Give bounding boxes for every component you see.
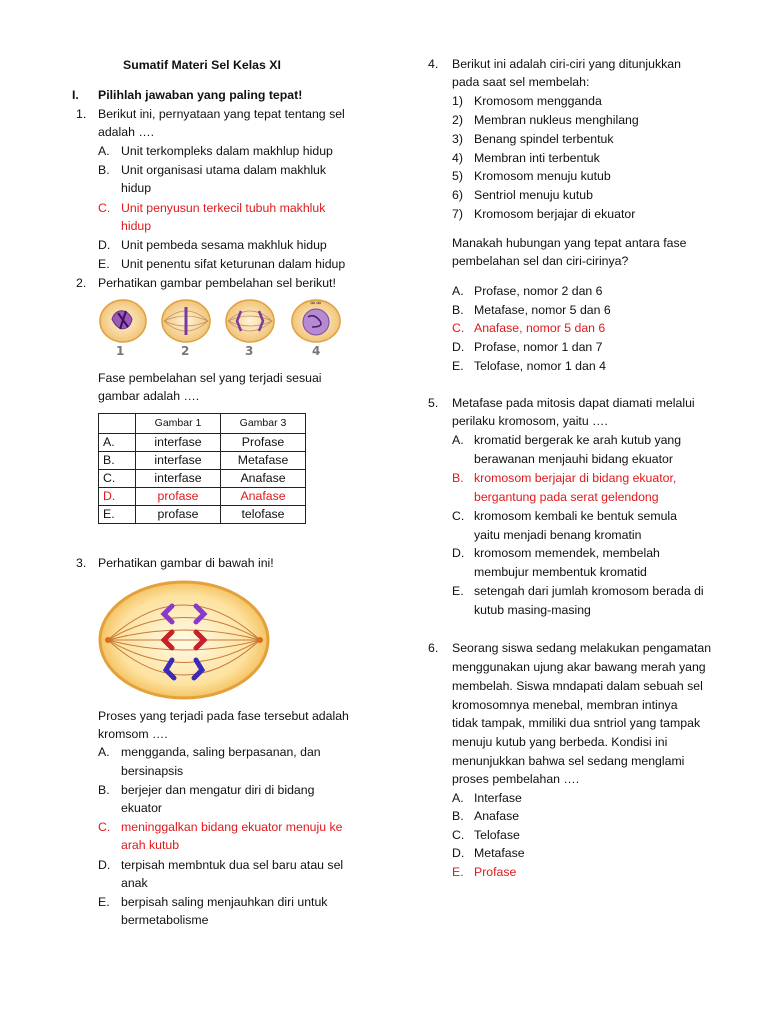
- table-cell: telofase: [221, 506, 306, 524]
- q1-option-key: B.: [98, 163, 110, 177]
- q3-option-e: berpisah saling menjauhkan diri untuk: [121, 895, 328, 909]
- q2-after-line: gambar adalah ….: [98, 389, 200, 403]
- q4-item-key: 7): [452, 207, 463, 221]
- table-cell: Anafase: [221, 470, 306, 488]
- svg-text:∞∞: ∞∞: [310, 299, 322, 307]
- q1-number: 1.: [76, 107, 87, 121]
- q1-option-key: A.: [98, 144, 110, 158]
- table-cell: interfase: [136, 470, 221, 488]
- q6-line: tidak tampak, mmiliki dua sntriol yang tampak: [452, 716, 701, 730]
- q1-option-key: E.: [98, 257, 110, 271]
- q1-option-c-answer: Unit penyusun terkecil tubuh makhluk: [121, 201, 326, 215]
- q6-line: menuju kutub yang berbeda. Kondisi ini: [452, 735, 668, 749]
- q1-option-key: C.: [98, 201, 111, 215]
- q6-option-c: Telofase: [474, 828, 520, 842]
- q4-item-key: 3): [452, 132, 463, 146]
- table-cell: profase: [136, 488, 221, 506]
- q5-option-e: kutub masing-masing: [474, 603, 591, 617]
- table-header-cell: Gambar 1: [136, 414, 221, 434]
- q5-option-e: setengah dari jumlah kromosom berada di: [474, 584, 704, 598]
- q1-option-a: Unit terkompleks dalam makhlup hidup: [121, 144, 333, 158]
- table-row: [99, 470, 306, 488]
- q6-line: membelah. Siswa mndapati dalam sebuah sel: [452, 679, 703, 693]
- q4-item: Membran nukleus menghilang: [474, 113, 639, 127]
- q5-option-d: membujur membentuk kromatid: [474, 565, 647, 579]
- q6-option-a: Interfase: [474, 791, 522, 805]
- q6-option-key: C.: [452, 828, 465, 842]
- q5-line: perilaku kromosom, yaitu ….: [452, 414, 608, 428]
- anaphase-cell-figure: [98, 580, 270, 700]
- cell-3-icon: [226, 300, 274, 342]
- q4-item-key: 2): [452, 113, 463, 127]
- table-cell: Metafase: [221, 452, 306, 470]
- table-header-row: [99, 414, 306, 434]
- q3-option-a: bersinapsis: [121, 764, 184, 778]
- q5-option-a: kromatid bergerak ke arah kutub yang: [474, 433, 682, 447]
- q4-item-key: 4): [452, 151, 463, 165]
- cell-division-figure: [98, 297, 343, 359]
- q3-option-b: berjejer dan mengatur diri di bidang: [121, 783, 315, 797]
- table-cell: interfase: [136, 434, 221, 452]
- table-row-answer: [99, 488, 306, 506]
- figure-label-3: 3: [245, 344, 254, 358]
- cell-4-icon: [292, 299, 340, 342]
- q6-line: proses pembelahan ….: [452, 772, 580, 786]
- page-title: Sumatif Materi Sel Kelas XI: [123, 58, 281, 72]
- q4-option-key: D.: [452, 340, 465, 354]
- q6-line: menunjukkan bahwa sel sedang menglami: [452, 754, 685, 768]
- q4-option-e: Telofase, nomor 1 dan 4: [474, 359, 606, 373]
- table-header-cell: [99, 414, 136, 434]
- q4-option-b: Metafase, nomor 5 dan 6: [474, 303, 611, 317]
- q4-item-key: 6): [452, 188, 463, 202]
- table-cell: D.: [99, 488, 136, 506]
- table-cell: E.: [99, 506, 136, 524]
- q4-option-key: C.: [452, 321, 465, 335]
- table-cell: Anafase: [221, 488, 306, 506]
- q3-number: 3.: [76, 556, 87, 570]
- q4-option-a: Profase, nomor 2 dan 6: [474, 284, 603, 298]
- q4-item: Sentriol menuju kutub: [474, 188, 593, 202]
- q4-line: pada saat sel membelah:: [452, 75, 590, 89]
- q4-item-key: 1): [452, 94, 463, 108]
- q5-option-d: kromosom memendek, membelah: [474, 546, 660, 560]
- q6-option-b: Anafase: [474, 809, 520, 823]
- q3-option-c-answer: meninggalkan bidang ekuator menuju ke: [121, 820, 343, 834]
- q5-option-b-answer: kromosom berjajar di bidang ekuator,: [474, 471, 677, 485]
- q3-text: Perhatikan gambar di bawah ini!: [98, 556, 274, 570]
- q1-option-c-answer: hidup: [121, 219, 152, 233]
- q4-item: Membran inti terbentuk: [474, 151, 600, 165]
- table-cell: Profase: [221, 434, 306, 452]
- q2-text: Perhatikan gambar pembelahan sel berikut!: [98, 276, 336, 290]
- q5-option-key: C.: [452, 509, 465, 523]
- q3-option-c-answer: arah kutub: [121, 838, 180, 852]
- q3-option-key: D.: [98, 858, 111, 872]
- q3-option-key: C.: [98, 820, 111, 834]
- q1-line: adalah ….: [98, 125, 155, 139]
- q3-option-key: E.: [98, 895, 110, 909]
- q1-option-b: Unit organisasi utama dalam makhluk: [121, 163, 327, 177]
- table-cell: profase: [136, 506, 221, 524]
- q1-option-b: hidup: [121, 181, 152, 195]
- q5-option-a: berawanan menjauhi bidang ekuator: [474, 452, 673, 466]
- q1-option-e: Unit penentu sifat keturunan dalam hidup: [121, 257, 346, 271]
- q5-number: 5.: [428, 396, 439, 410]
- q5-line: Metafase pada mitosis dapat diamati melalui: [452, 396, 695, 410]
- q3-option-key: B.: [98, 783, 110, 797]
- table-cell: A.: [99, 434, 136, 452]
- table-cell: interfase: [136, 452, 221, 470]
- q5-option-key: A.: [452, 433, 464, 447]
- q2-answer-table: [98, 413, 306, 524]
- figure-label-1: 1: [116, 344, 125, 358]
- q3-option-key: A.: [98, 745, 110, 759]
- q4-after-line: pembelahan sel dan ciri-cirinya?: [452, 254, 629, 268]
- q6-option-key: E.: [452, 865, 464, 879]
- cell-2-icon: [162, 300, 210, 342]
- q3-option-a: mengganda, saling berpasanan, dan: [121, 745, 321, 759]
- q6-option-e-answer: Profase: [474, 865, 517, 879]
- table-row: [99, 506, 306, 524]
- q6-line: menggunakan ujung akar bawang merah yang: [452, 660, 706, 674]
- q6-line: Seorang siswa sedang melakukan pengamatan: [452, 641, 712, 655]
- q1-option-key: D.: [98, 238, 111, 252]
- cell-1-icon: [100, 300, 146, 342]
- q2-after-line: Fase pembelahan sel yang terjadi sesuai: [98, 371, 322, 385]
- q2-number: 2.: [76, 276, 87, 290]
- figure-label-4: 4: [312, 344, 321, 358]
- q4-option-key: A.: [452, 284, 464, 298]
- table-row: [99, 434, 306, 452]
- q6-option-key: D.: [452, 846, 465, 860]
- q4-item: Kromosom menuju kutub: [474, 169, 611, 183]
- table-header-cell: Gambar 3: [221, 414, 306, 434]
- q6-line: kromosomnya menebal, membran intinya: [452, 698, 678, 712]
- q5-option-c: kromosom kembali ke bentuk semula: [474, 509, 677, 523]
- q3-after-line: kromsom ….: [98, 727, 168, 741]
- q5-option-key: D.: [452, 546, 465, 560]
- section-instruction: Pilihlah jawaban yang paling tepat!: [98, 88, 303, 102]
- q4-after-line: Manakah hubungan yang tepat antara fase: [452, 236, 687, 250]
- q3-option-d: anak: [121, 876, 148, 890]
- table-cell: C.: [99, 470, 136, 488]
- table-cell: B.: [99, 452, 136, 470]
- section-number: I.: [72, 88, 79, 102]
- q5-option-key: B.: [452, 471, 464, 485]
- q6-option-d: Metafase: [474, 846, 525, 860]
- q4-number: 4.: [428, 57, 439, 71]
- q4-line: Berikut ini adalah ciri-ciri yang ditunjukkan: [452, 57, 681, 71]
- q3-after-line: Proses yang terjadi pada fase tersebut adalah: [98, 709, 349, 723]
- q4-item-key: 5): [452, 169, 463, 183]
- q1-option-d: Unit pembeda sesama makhluk hidup: [121, 238, 327, 252]
- q4-option-c-answer: Anafase, nomor 5 dan 6: [474, 321, 606, 335]
- q4-option-key: B.: [452, 303, 464, 317]
- q4-option-key: E.: [452, 359, 464, 373]
- q4-item: Kromosom mengganda: [474, 94, 602, 108]
- q4-item: Kromosom berjajar di ekuator: [474, 207, 636, 221]
- q3-option-e: bermetabolisme: [121, 913, 209, 927]
- q5-option-key: E.: [452, 584, 464, 598]
- table-row: [99, 452, 306, 470]
- q1-line: Berikut ini, pernyataan yang tepat tentang sel: [98, 107, 345, 121]
- q4-option-d: Profase, nomor 1 dan 7: [474, 340, 603, 354]
- q6-option-key: A.: [452, 791, 464, 805]
- q6-option-key: B.: [452, 809, 464, 823]
- figure-label-2: 2: [181, 344, 190, 358]
- q3-option-d: terpisah membntuk dua sel baru atau sel: [121, 858, 344, 872]
- q3-option-b: ekuator: [121, 801, 163, 815]
- q4-item: Benang spindel terbentuk: [474, 132, 614, 146]
- q6-number: 6.: [428, 641, 439, 655]
- q5-option-c: yaitu menjadi benang kromatin: [474, 528, 642, 542]
- q5-option-b-answer: bergantung pada serat gelendong: [474, 490, 659, 504]
